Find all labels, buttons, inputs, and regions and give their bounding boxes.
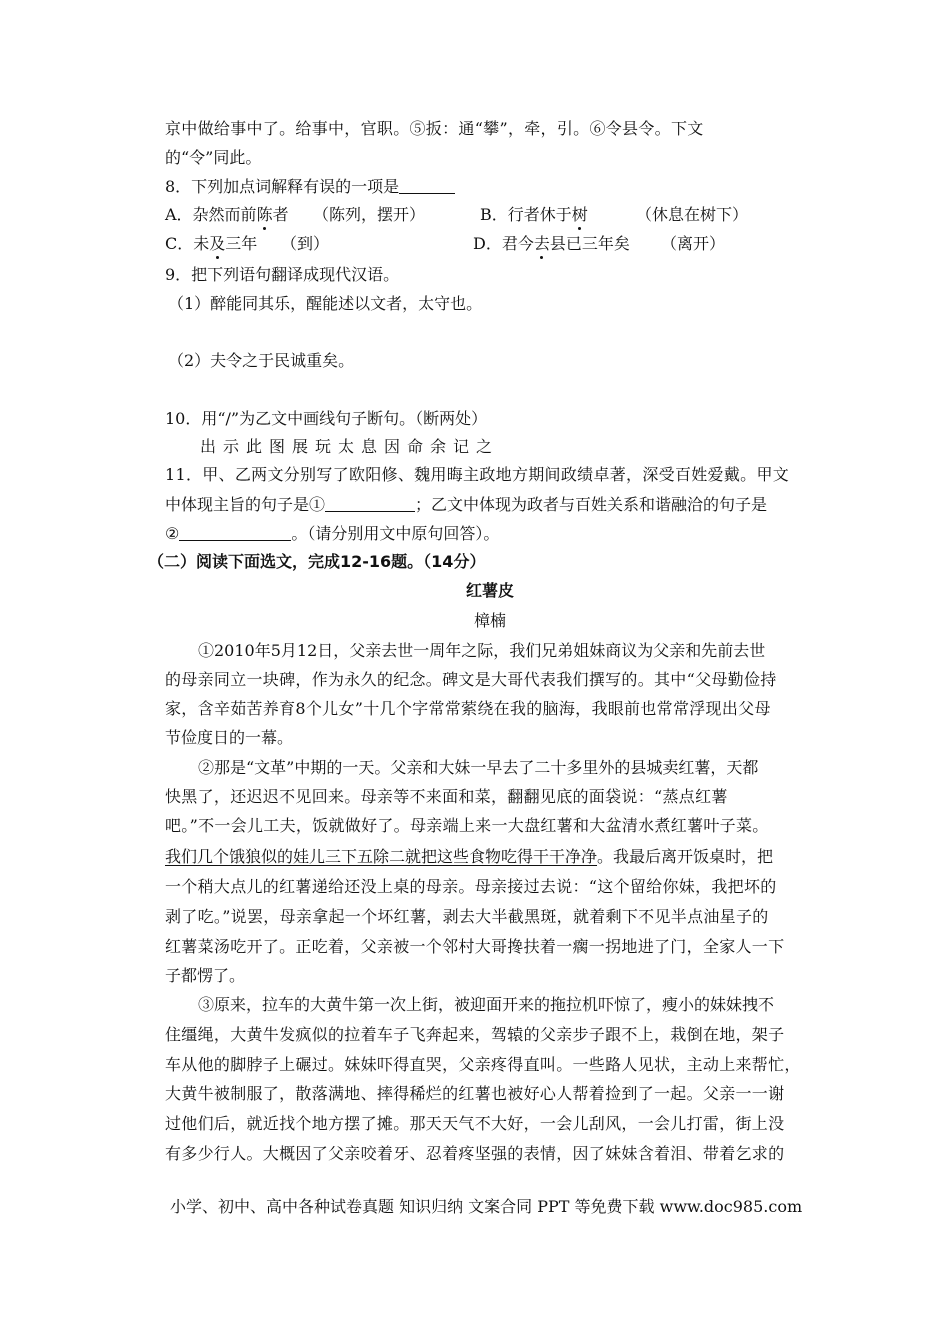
paragraph-3-line: 车从他的脚脖子上碾过。妹妹吓得直哭，父亲疼得直叫。一些路人见状，主动上来帮忙， bbox=[165, 1055, 801, 1074]
text-line: 京中做给事中了。给事中，官职。⑤扳：通“攀”，牵，引。⑥令县令。下文 bbox=[165, 119, 704, 138]
article-author: 樟楠 bbox=[473, 611, 506, 630]
text-line: 的“令”同此。 bbox=[165, 148, 262, 167]
option-b: B．行者休于树 bbox=[480, 205, 588, 224]
section-heading: （二）阅读下面选文，完成12-16题。（14分） bbox=[148, 552, 486, 571]
question-9-sentence-2: （2）夫令之于民诚重矣。 bbox=[168, 351, 355, 370]
question-11-line-1: 11．甲、乙两文分别写了欧阳修、魏用晦主政地方期间政绩卓著，深受百姓爱戴。甲文 bbox=[165, 465, 790, 484]
question-10-stem: 10．用“/”为乙文中画线句子断句。（断两处） bbox=[165, 409, 488, 428]
option-b-note: （休息在树下） bbox=[636, 205, 749, 224]
paragraph-2-line: 红薯菜汤吃开了。正吃着，父亲被一个邻村大哥搀扶着一瘸一拐地进了门，全家人一下 bbox=[165, 937, 785, 956]
answer-blank[interactable] bbox=[399, 177, 455, 194]
paragraph-2-line: ②那是“文革”中期的一天。父亲和大妹一早去了二十多里外的县城卖红薯，天都 bbox=[198, 758, 759, 777]
question-9-sentence-1: （1）醉能同其乐，醒能述以文者，太守也。 bbox=[168, 294, 483, 313]
paragraph-3-line: 过他们后，就近找个地方摆了摊。那天天气不大好，一会儿刮风，一会儿打雷，街上没 bbox=[165, 1114, 785, 1133]
paragraph-2-line: 剥了吃。”说罢，母亲拿起一个坏红薯，剥去大半截黑斑，就着剩下不见半点油星子的 bbox=[165, 907, 769, 926]
paragraph-2-line: 吧。”不一会儿工夫，饭就做好了。母亲端上来一大盘红薯和大盆清水煮红薯叶子菜。 bbox=[165, 816, 769, 835]
paragraph-2-line: 一个稍大点儿的红薯递给还没上桌的母亲。母亲接过去说：“这个留给你妹，我把坏的 bbox=[165, 877, 777, 896]
paragraph-3-line: 住缰绳，大黄牛发疯似的拉着车子飞奔起来，驾辕的父亲步子跟不上，栽倒在地，架子 bbox=[165, 1025, 785, 1044]
article-title: 红薯皮 bbox=[465, 581, 514, 600]
option-a: A．杂然而前陈者 bbox=[165, 205, 289, 224]
option-c: C．未及三年 bbox=[165, 234, 258, 253]
paragraph-3-line: ③原来，拉车的大黄牛第一次上街，被迎面开来的拖拉机吓惊了，瘦小的妹妹拽不 bbox=[198, 995, 775, 1014]
paragraph-1-line: 节俭度日的一幕。 bbox=[165, 728, 294, 747]
option-a-note: （陈列，摆开） bbox=[313, 205, 426, 224]
answer-blank-2[interactable] bbox=[179, 524, 291, 541]
page-footer: 小学、初中、高中各种试卷真题 知识归纳 文案合同 PPT 等免费下载 www.doc985.com bbox=[170, 1197, 803, 1216]
option-d-note: （离开） bbox=[661, 234, 726, 253]
paragraph-1-line: 的母亲同立一块碑，作为永久的纪念。碑文是大哥代表我们撰写的。其中“父母勤俭持 bbox=[165, 670, 777, 689]
option-c-note: （到） bbox=[281, 234, 330, 253]
answer-blank-1[interactable] bbox=[325, 495, 415, 512]
question-8-stem: 8．下列加点词解释有误的一项是 bbox=[165, 176, 815, 198]
paragraph-2-line: 我们几个饿狼似的娃儿三下五除二就把这些食物吃得干干净净。我最后离开饭桌时，把 bbox=[165, 847, 774, 866]
option-d: D．君今去县已三年矣 bbox=[473, 234, 630, 253]
question-11-line-2: 中体现主旨的句子是① ；乙文中体现为政者与百姓关系和谐融洽的句子是 bbox=[165, 495, 768, 514]
paragraph-2-line: 快黑了，还迟迟不见回来。母亲等不来面和菜，翻翻见底的面袋说：“蒸点红薯 bbox=[165, 787, 728, 806]
question-11-line-3: ② 。（请分别用文中原句回答）。 bbox=[165, 524, 500, 543]
paragraph-2-line: 子都愣了。 bbox=[165, 966, 246, 985]
underlined-sentence: 我们几个饿狼似的娃儿三下五除二就把这些食物吃得干干净净 bbox=[165, 847, 598, 866]
paragraph-3-line: 有多少行人。大概因了父亲咬着牙、忍着疼坚强的表情，因了妹妹含着泪、带着乞求的 bbox=[165, 1144, 785, 1163]
question-10-sentence: 出示此图展玩太息因命余记之 bbox=[200, 437, 500, 456]
paragraph-1-line: 家，含辛茹苦养育8个儿女”十几个字常常萦绕在我的脑海，我眼前也常常浮现出父母 bbox=[165, 699, 771, 718]
paragraph-3-line: 大黄牛被制服了，散落满地、摔得稀烂的红薯也被好心人帮着捡到了一起。父亲一一谢 bbox=[165, 1084, 785, 1103]
question-9-stem: 9．把下列语句翻译成现代汉语。 bbox=[165, 265, 400, 284]
paragraph-1-line: ①2010年5月12日，父亲去世一周年之际，我们兄弟姐妹商议为父亲和先前去世 bbox=[198, 641, 766, 660]
